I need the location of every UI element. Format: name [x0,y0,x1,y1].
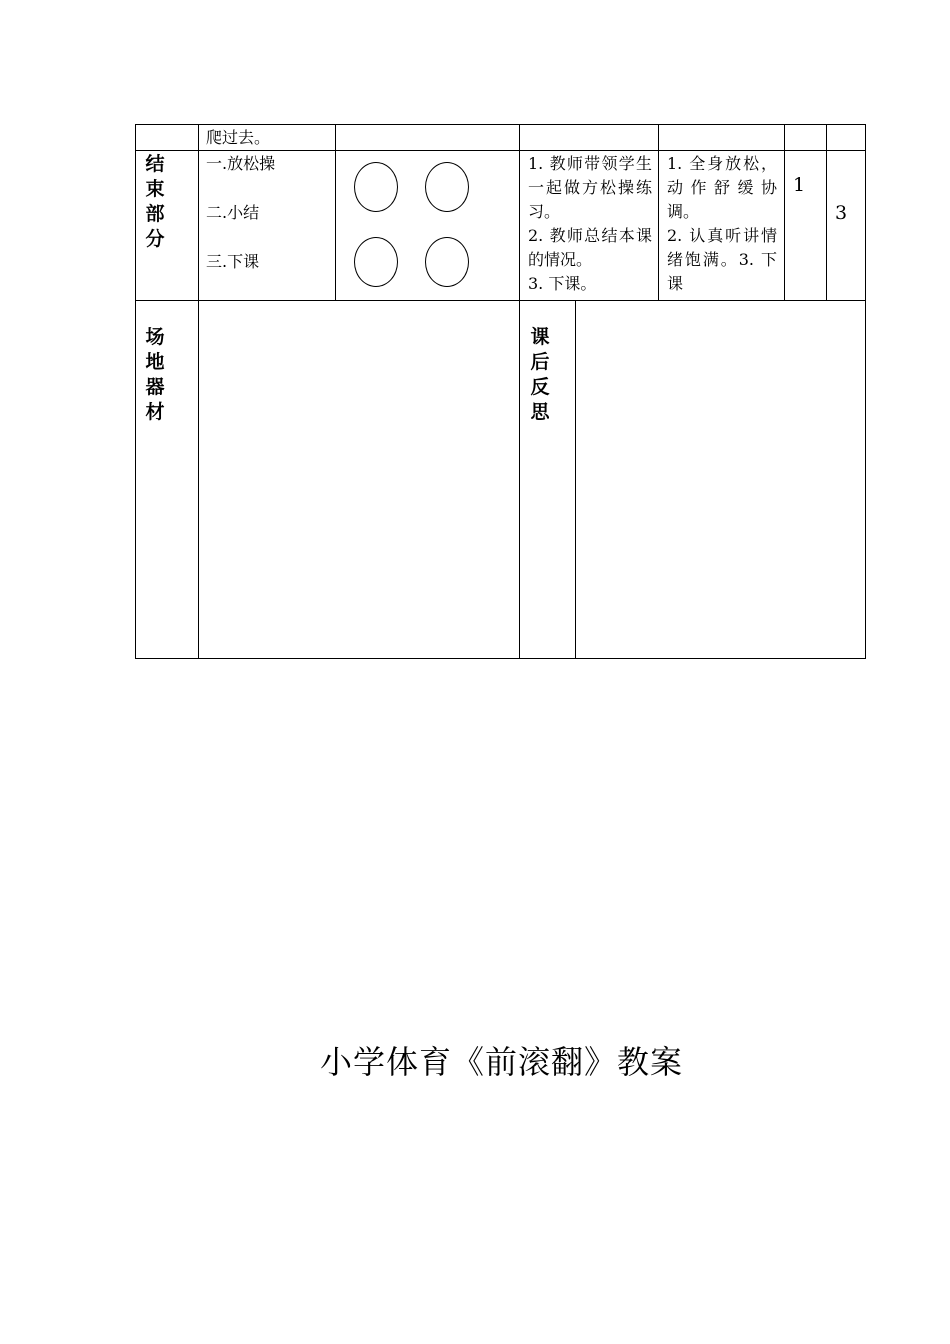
heading-char: 分 [145,228,165,250]
table-rule [826,124,827,301]
continued-text: 爬过去。 [206,128,271,147]
venue-equipment-heading [143,325,167,425]
heading-char: 场 [145,326,165,348]
student-group-circle [425,162,469,212]
heading-char: 课 [530,326,550,348]
end-section-heading [143,152,167,252]
table-rule [135,150,866,151]
table-rule [519,124,520,659]
table-rule [335,124,336,301]
heading-char: 思 [530,401,550,423]
document-title: 小学体育《前滚翻》教案 [319,1043,683,1081]
table-rule [575,300,576,659]
heading-char: 反 [530,376,550,398]
repetition-count: 1 [793,174,806,196]
student-group-circle [354,237,398,287]
heading-char: 结 [145,153,165,175]
heading-char: 材 [145,401,165,423]
teacher-step: 2. 教师总结本课的情况。 [528,226,652,269]
table-rule [784,124,785,301]
table-rule [658,124,659,301]
heading-char: 地 [145,351,165,373]
heading-char: 后 [530,351,550,373]
reflection-heading [528,325,552,425]
teacher-step: 3. 下课。 [528,274,597,293]
content-item-dismiss: 三.下课 [206,252,260,271]
content-item-relax: 一.放松操 [206,154,276,173]
heading-char: 器 [145,376,165,398]
duration-minutes: 3 [835,202,848,224]
teacher-step: 1. 教师带领学生一起做方松操练习。 [528,154,652,221]
table-rule [135,658,866,659]
student-group-circle [425,237,469,287]
teacher-activities [528,152,652,296]
table-rule [135,124,866,125]
heading-char: 部 [145,203,165,225]
student-step: 2. 认真听讲情绪饱满。3. 下课 [667,226,777,293]
student-activities [667,152,777,296]
content-item-summary: 二.小结 [206,203,260,222]
table-rule [135,300,866,301]
table-rule [865,124,866,659]
heading-char: 束 [145,178,165,200]
student-group-circle [354,162,398,212]
student-step: 1. 全身放松，动作舒缓协调。 [667,154,777,221]
table-rule [198,124,199,659]
table-rule [135,124,136,659]
